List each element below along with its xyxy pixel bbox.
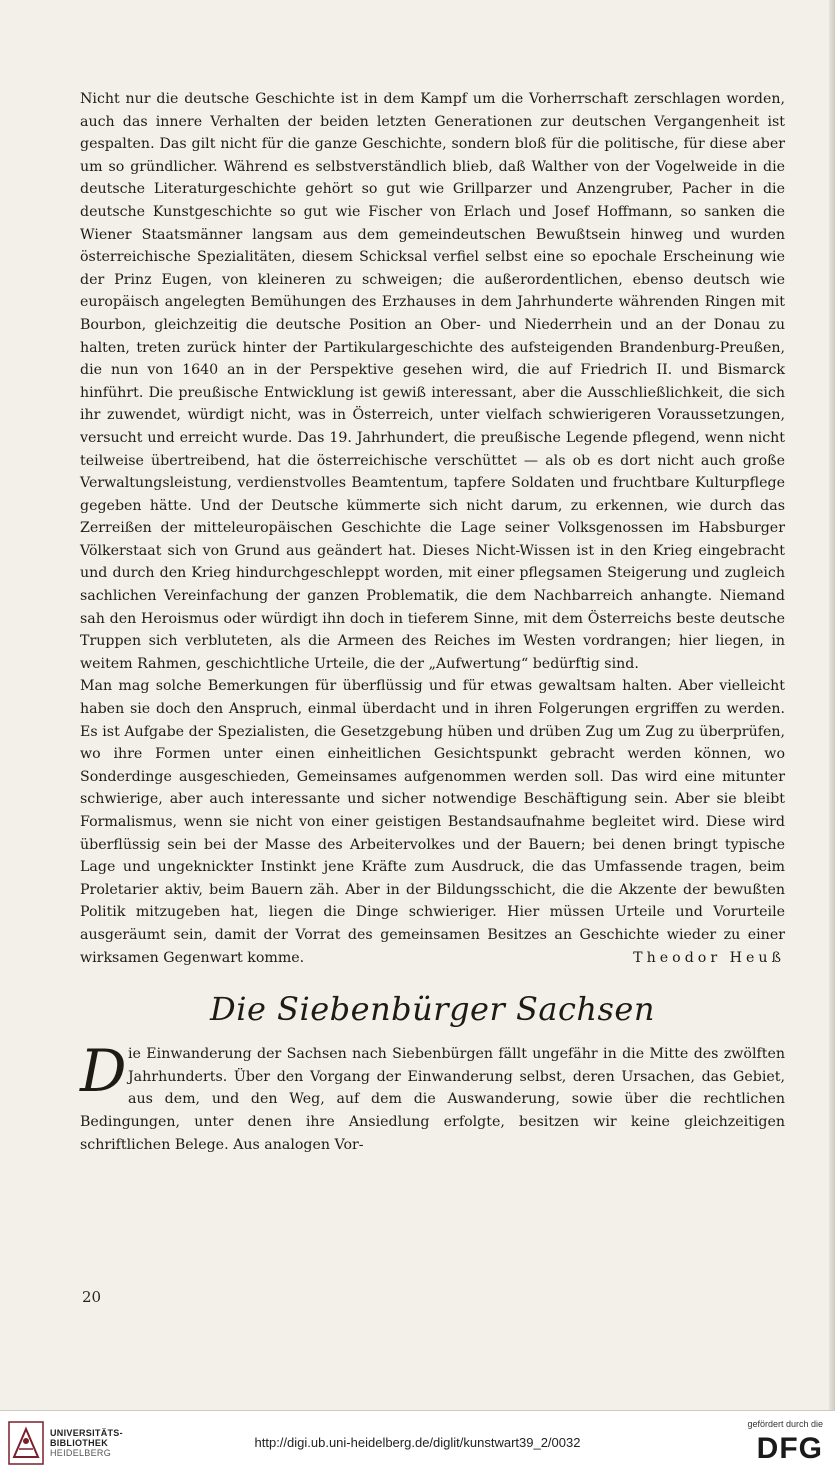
drop-cap-letter: D — [80, 1037, 127, 1106]
article-title: Die Siebenbürger Sachsen — [210, 990, 655, 1029]
institution-line-2: BIBLIOTHEK — [50, 1438, 108, 1448]
page-content — [80, 88, 785, 1156]
institution-line-1: UNIVERSITÄTS- — [50, 1428, 123, 1438]
institution-line-3: HEIDELBERG — [50, 1448, 112, 1458]
source-url-link[interactable]: http://digi.ub.uni-heidelberg.de/diglit/kunstwart39_2/0032 — [254, 1435, 581, 1450]
funding-note: gefördert durch die — [747, 1419, 823, 1429]
footer-bar — [0, 1411, 835, 1473]
paragraph-1: Nicht nur die deutsche Geschichte ist in dem Kampf um die Vorherrschaft zerschlagen worden, auch das innere Verhalten der beiden letzten Generationen zur deutschen Vergangenheit ist gespalten. Das gilt nicht für die ganze Geschichte, sondern bloß für die politische, für diese aber um so gründlicher. Während es selbstverständlich blieb, daß Walther von der Vogelweide in die deutsche Literaturgeschichte gehört so gut wie Grillparzer und Anzengruber, Pacher in die deutsche Kunstgeschichte so gut wie Fischer von Erlach und Josef Hoffmann, so sanken die Wiener Staatsmänner langsam aus dem gemeindeutschen Bewußtsein hinweg und wurden österreichische Spezialitäten, diesem Schicksal verfiel selbst eine so epochale Erscheinung wie der Prinz Eugen, von kleineren zu schweigen; die außerordentlichen, ebenso deutsch wie europäisch angelegten Bemühungen des Erzhauses in dem Jahrhunderte währenden Ringen mit Bourbon, gleichzeitig die deutsche Position an Ober- und Niederrhein und an der Donau zu halten, treten zurück hinter der Partikulargeschichte des aufsteigenden Brandenburg-Preußen, die nun von 1640 an in der Perspektive gesehen wird, die auf Friedrich II. und Bismarck hinführt. Die preußische Entwicklung ist gewiß interessant, aber die Ausschließlichkeit, die sich ihr zuwendet, würdigt nicht, was in Österreich, unter vielfach schwierigeren Voraussetzungen, versucht und erreicht wurde. Das 19. Jahrhundert, die preußische Legende pflegend, wenn nicht teilweise übertreibend, hat die österreichische verschüttet — als ob es dort nicht auch große Verwaltungsleistung, verdienstvolles Beamtentum, tapfere Soldaten und fruchtbare Kulturpflege gegeben hätte. Und der Deutsche kümmerte sich nicht darum, zu erkennen, wie durch das Zerreißen der mitteleuropäischen Geschichte die Lage seiner Volksgenossen im Habsburger Völkerstaat sich von Grund aus geändert hat. Dieses Nicht-Wissen ist in den Krieg eingebracht und durch den Krieg hindurchgeschleppt worden, mit einer pflegsamen Steigerung und zugleich sachlichen Vereinfachung der ganzen Problematik, die dem Nachbarreich anhangte. Niemand sah den Heroismus oder würdigt ihn doch in tieferem Sinne, mit dem Österreichs beste deutsche Truppen sich verbluteten, als die Armeen des Reiches im Westen vordrangen; hier liegen, in weitem Rahmen, geschichtliche Urteile, die der „Aufwertung“ bedürftig sind. — [80, 91, 785, 672]
page-edge-shadow — [829, 0, 835, 1410]
page-number: 20 — [82, 1288, 102, 1306]
article-opening — [80, 1037, 785, 1156]
article-paragraph: ie Einwanderung der Sachsen nach Siebenbürgen fällt ungefähr in die Mitte des zwölften Jahrhunderts. Über den Vorgang der Einwanderung selbst, deren Ursachen, das Gebiet, aus dem, und den Weg, auf dem die Auswanderung, sowie über die rechtlichen Bedingungen, unter denen ihre Ansiedlung erfolgte, besitzen wir keine gleichzeitigen schriftlichen Belege. Aus analogen Vor- — [80, 1046, 785, 1153]
dfg-logo[interactable]: DFG — [756, 1432, 823, 1465]
author-signature: Theodor Heuß — [633, 949, 785, 966]
paragraph-2: Man mag solche Bemerkungen für überflüssig und für etwas gewaltsam halten. Aber vielleicht haben sie doch den Anspruch, einmal überdacht und in ihren Folgerungen ergriffen zu werden. Es ist Aufgabe der Spezialisten, die Gesetzgebung hüben und drüben Zug um Zug zu überprüfen, wo ihre Formen unter einen einheitlichen Gesichtspunkt gebracht werden können, wo Sonderdinge ausgeschieden, Gemeinsames aufgenommen werden soll. Das wird eine mitunter schwierige, aber auch interessante und sicher notwendige Beschäftigung sein. Aber sie bleibt Formalismus, wenn sie nicht von einer geistigen Bestandsaufnahme begleitet wird. Diese wird überflüssig sein bei der Masse des Arbeitervolkes und der Bauern; bei denen bringt typische Lage und ungeknickter Instinkt jene Kräfte zum Ausdruck, die das Umfassende tragen, beim Proletarier aktiv, beim Bauern zäh. Aber in der Bildungsschicht, die die Akzente der bewußten Politik mitzugeben hat, liegen die Dinge schwieriger. Hier müssen Urteile und Vorurteile ausgeräumt sein, damit der Vorrat des gemeinsamen Besitzes an Geschichte wieder zu einer wirksamen Gegenwart komme. — [80, 678, 785, 966]
